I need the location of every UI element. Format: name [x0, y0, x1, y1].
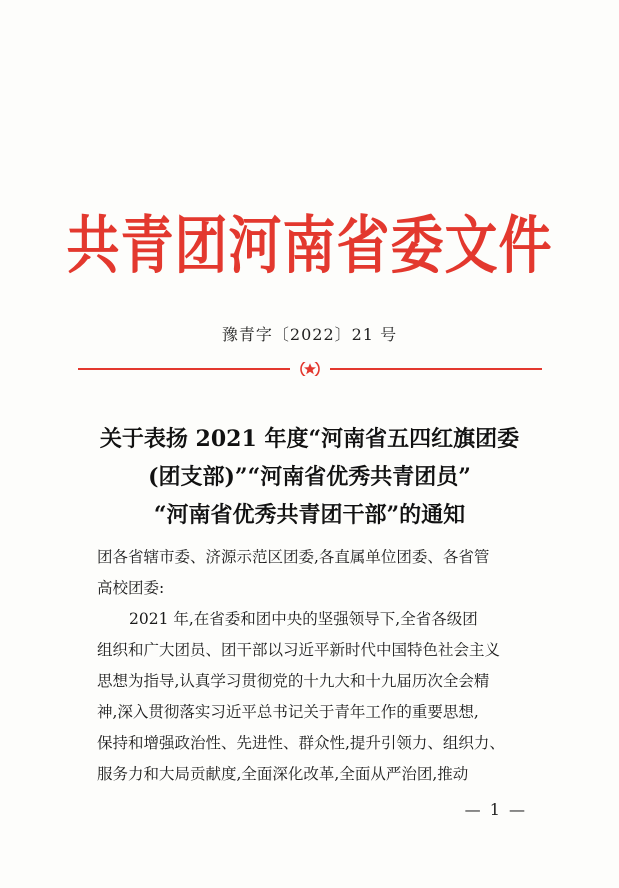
body-line: 高校团委:: [97, 579, 165, 597]
body-line: 团各省辖市委、济源示范区团委,各直属单位团委、各省管: [97, 548, 490, 566]
notice-title: [0, 420, 619, 534]
body-line: 2021 年,在省委和团中央的坚强领导下,全省各级团: [129, 610, 478, 628]
body-line: 神,深入贯彻落实习近平总书记关于青年工作的重要思想,: [97, 703, 479, 721]
body-line: 服务力和大局贡献度,全面深化改革,全面从严治团,推动: [97, 765, 469, 783]
page-number: — 1 —: [464, 800, 527, 819]
notice-title-line: (团支部)”“河南省优秀共青团员”: [148, 464, 471, 490]
notice-title-line: “河南省优秀共青团干部”的通知: [153, 502, 466, 528]
star-divider-icon: [78, 362, 542, 376]
document-header-title: 共青团河南省委文件: [66, 209, 553, 283]
document-number: 豫青字〔2022〕21 号: [221, 325, 398, 344]
red-rule-with-star: [78, 362, 542, 376]
body-text: [97, 542, 537, 790]
body-line: 思想为指导,认真学习贯彻党的十九大和十九届历次全会精: [97, 672, 490, 690]
notice-title-line: 关于表扬 2021 年度“河南省五四红旗团委: [99, 426, 520, 452]
body-line: 组织和广大团员、团干部以习近平新时代中国特色社会主义: [97, 641, 501, 659]
body-line: 保持和增强政治性、先进性、群众性,提升引领力、组织力、: [97, 734, 505, 752]
